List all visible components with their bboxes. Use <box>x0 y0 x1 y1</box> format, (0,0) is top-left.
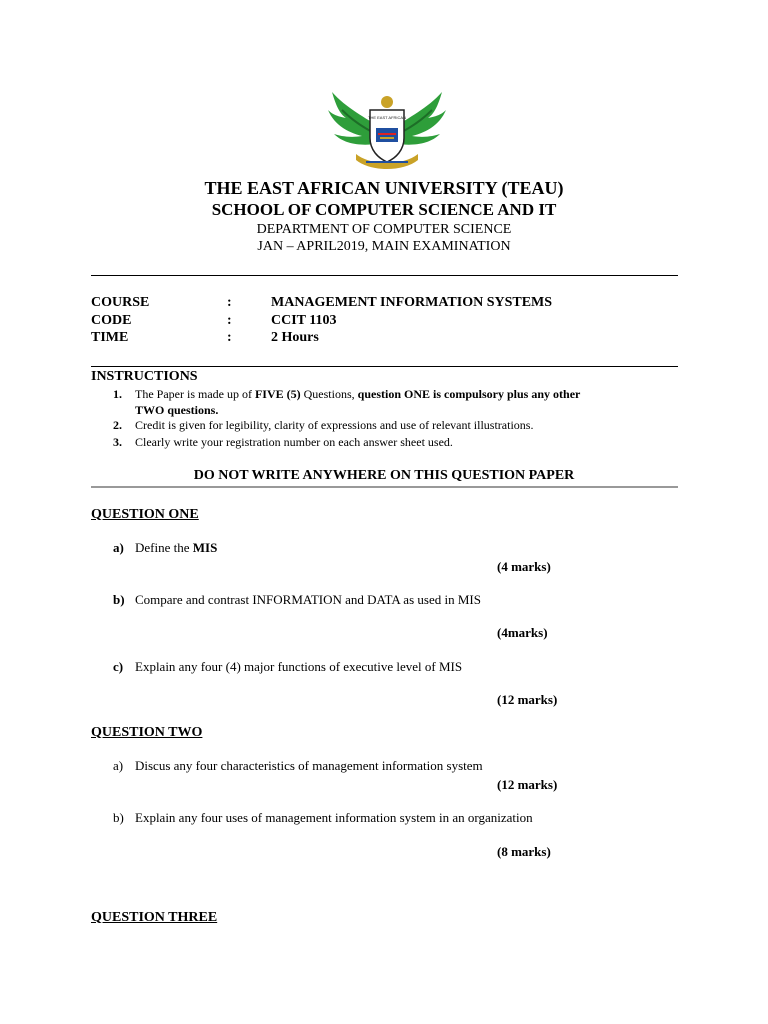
part-label: a) <box>113 758 124 773</box>
university-crest-logo <box>326 88 448 174</box>
part-label: a) <box>113 540 124 555</box>
course-row <box>0 295 768 313</box>
q2-part-b <box>0 810 768 828</box>
question-text: Define the <box>135 540 193 555</box>
code-row <box>0 313 768 331</box>
university-name: THE EAST AFRICAN UNIVERSITY (TEAU) <box>204 178 564 198</box>
svg-text:THE EAST AFRICAN: THE EAST AFRICAN <box>368 115 406 120</box>
time-value: 2 Hours <box>271 330 319 345</box>
code-colon: : <box>227 313 232 328</box>
course-label: COURSE <box>91 295 150 310</box>
part-label: b) <box>113 810 124 825</box>
time-colon: : <box>227 330 232 345</box>
q2-a-marks: (12 marks) <box>497 777 558 792</box>
instruction-number: 3. <box>113 435 122 449</box>
instruction-item-3 <box>0 435 768 451</box>
question-text: Compare and contrast INFORMATION and DATA as used in MIS <box>135 592 481 607</box>
course-value: MANAGEMENT INFORMATION SYSTEMS <box>271 295 553 310</box>
code-value: CCIT 1103 <box>271 313 337 328</box>
q2-part-a <box>0 758 768 776</box>
question-text: Explain any four uses of management information system in an organization <box>135 810 533 825</box>
instruction-text: Credit is given for legibility, clarity of expressions and use of relevant illustrations. <box>135 418 534 432</box>
department-name: DEPARTMENT OF COMPUTER SCIENCE <box>256 222 512 237</box>
instruction-text: The Paper is made up of <box>135 387 255 401</box>
question-three-title: QUESTION THREE <box>91 910 218 925</box>
instruction-text: Questions, <box>300 387 358 401</box>
q1-part-c <box>0 659 768 677</box>
part-label: c) <box>113 659 124 674</box>
q1-c-marks: (12 marks) <box>497 692 558 707</box>
part-label: b) <box>113 592 125 607</box>
divider-middle <box>91 366 678 367</box>
question-two-title: QUESTION TWO <box>91 725 203 740</box>
instruction-number: 1. <box>113 387 122 401</box>
question-text: Discus any four characteristics of management information system <box>135 758 483 773</box>
question-one-title: QUESTION ONE <box>91 507 199 522</box>
instruction-bold: question ONE is compulsory plus any other <box>357 387 581 401</box>
notice: DO NOT WRITE ANYWHERE ON THIS QUESTION PAPER <box>193 468 575 483</box>
time-row <box>0 330 768 348</box>
question-bold: MIS <box>192 540 218 555</box>
school-name: SCHOOL OF COMPUTER SCIENCE AND IT <box>211 200 557 219</box>
instruction-item-1-continued: TWO questions. <box>135 403 219 417</box>
course-colon: : <box>227 295 232 310</box>
instruction-number: 2. <box>113 418 122 432</box>
divider-notice <box>91 486 678 488</box>
instruction-item-2 <box>0 418 768 434</box>
q2-b-marks: (8 marks) <box>497 844 551 859</box>
instructions-title: INSTRUCTIONS <box>91 369 198 384</box>
exam-session: JAN – APRIL2019, MAIN EXAMINATION <box>257 239 511 254</box>
q1-b-marks: (4marks) <box>497 625 548 640</box>
time-label: TIME <box>91 330 129 345</box>
q1-part-a <box>0 540 768 558</box>
q1-a-marks: (4 marks) <box>497 559 551 574</box>
instruction-bold: FIVE (5) <box>254 387 301 401</box>
question-text: Explain any four (4) major functions of executive level of MIS <box>135 659 463 674</box>
instruction-text: Clearly write your registration number on each answer sheet used. <box>135 435 453 449</box>
instruction-item-1 <box>0 387 768 403</box>
q1-part-b <box>0 592 768 610</box>
code-label: CODE <box>91 313 132 328</box>
divider-top <box>91 275 678 276</box>
